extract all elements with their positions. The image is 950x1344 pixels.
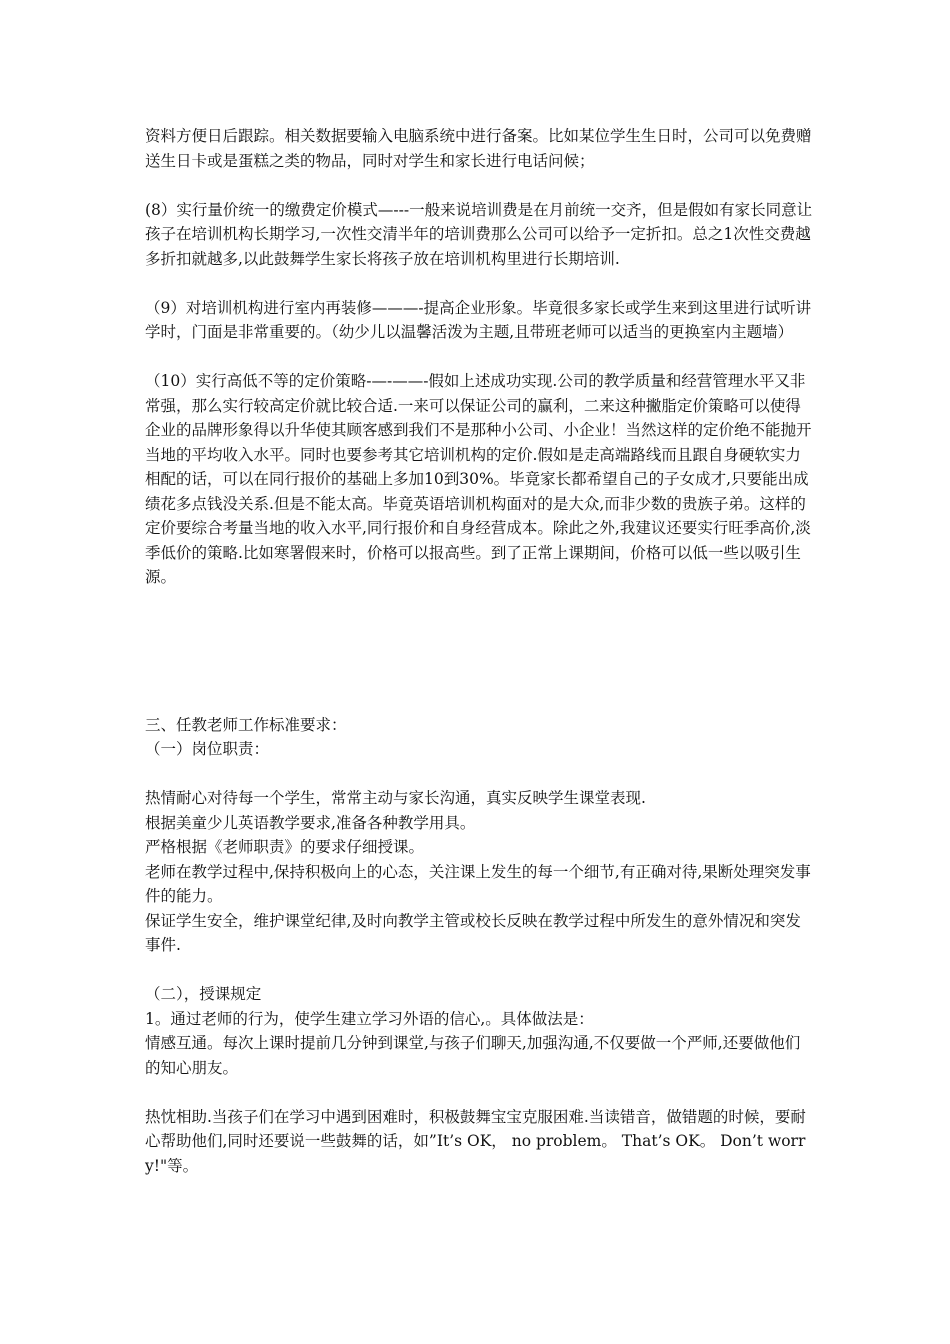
subsection-teaching-rules-title: （二），授课规定 [145,985,262,1003]
document-page [145,124,815,1178]
subsection-duties-title: （一）岗位职责： [145,740,270,758]
duty-item: 保证学生安全，维护课堂纪律,及时向教学主管或校长反映在教学过程中所发生的意外情况和突发事件. [145,911,801,954]
rule-item: 1。通过老师的行为，使学生建立学习外语的信心,。具体做法是： [145,1009,594,1028]
rule-item-detail: 热忱相助.当孩子们在学习中遇到困难时，积极鼓舞宝宝克服困难.当读错音，做错题的时候，要耐心帮助他们,同时还要说一些鼓舞的话，如”It’s OK， no problem。 That’s OK。 Don’t worry!"等。 [145,1107,806,1175]
duty-item: 根据美童少儿英语教学要求,准备各种教学用具。 [145,813,476,832]
paragraph-renovation: （9）对培训机构进行室内再装修———-提高企业形象。毕竟很多家长或学生来到这里进行试听讲学时，门面是非常重要的。（幼少儿以温馨活泼为主题,且带班老师可以适当的更换室内主题墙） [145,298,812,341]
spacer [145,173,815,198]
spacer [145,345,815,370]
paragraph-followup: 资料方便日后跟踪。相关数据要输入电脑系统中进行备案。比如某位学生生日时，公司可以免费赠送生日卡或是蛋糕之类的物品，同时对学生和家长进行电话问候； [145,127,812,170]
paragraph-pricing-strategy: （10）实行高低不等的定价策略-—-——-假如上述成功实现.公司的教学质量和经营管理水平又非常强，那么实行较高定价就比较合适.一来可以保证公司的赢利，二来这种撇脂定价策略可以使得企业的品牌形象得以升华使其顾客感到我们不是那种小公司、小企业！当然这样的定价绝不能抛开当地的平均收入水平。同时也要参考其它培训机构的定价.假如是走高端路线而且跟自身硬软实力相配的话，可以在同行报价的基础上多加10到30%。毕竟家长都希望自己的子女成才,只要能出成绩花多点钱没关系.但是不能太高。毕竟英语培训机构面对的是大众,而非少数的贵族子弟。这样的定价要综合考量当地的收入水平,同行报价和自身经营成本。除此之外,我建议还要实行旺季高价,淡季低价的策略.比如寒署假来时，价格可以报高些。到了正常上课期间，价格可以低一些以吸引生源。 [145,372,812,586]
spacer [145,762,815,787]
spacer [145,1080,815,1105]
duty-item: 严格根据《老师职责》的要求仔细授课。 [145,838,425,856]
spacer [145,590,815,713]
section-title: 三、任教老师工作标准要求： [145,715,347,734]
spacer [145,271,815,296]
duty-item: 老师在教学过程中,保持积极向上的心态，关注课上发生的每一个细节,有正确对待,果断处理突发事件的能力。 [145,862,811,905]
duty-item: 热情耐心对待每一个学生，常常主动与家长沟通，真实反映学生课堂表现. [145,789,646,807]
spacer [145,958,815,983]
rule-item-detail: 情感互通。每次上课时提前几分钟到课堂,与孩子们聊天,加强沟通,不仅要做一个严师,还要做他们的知心朋友。 [145,1034,801,1077]
paragraph-pricing-model: (8）实行量价统一的缴费定价模式—---一般来说培训费是在月前统一交齐，但是假如有家长同意让孩子在培训机构长期学习,一次性交清半年的培训费那么公司可以给予一定折扣。总之1次性交费越多折扣就越多,以此鼓舞学生家长将孩子放在培训机构里进行长期培训. [145,200,813,268]
